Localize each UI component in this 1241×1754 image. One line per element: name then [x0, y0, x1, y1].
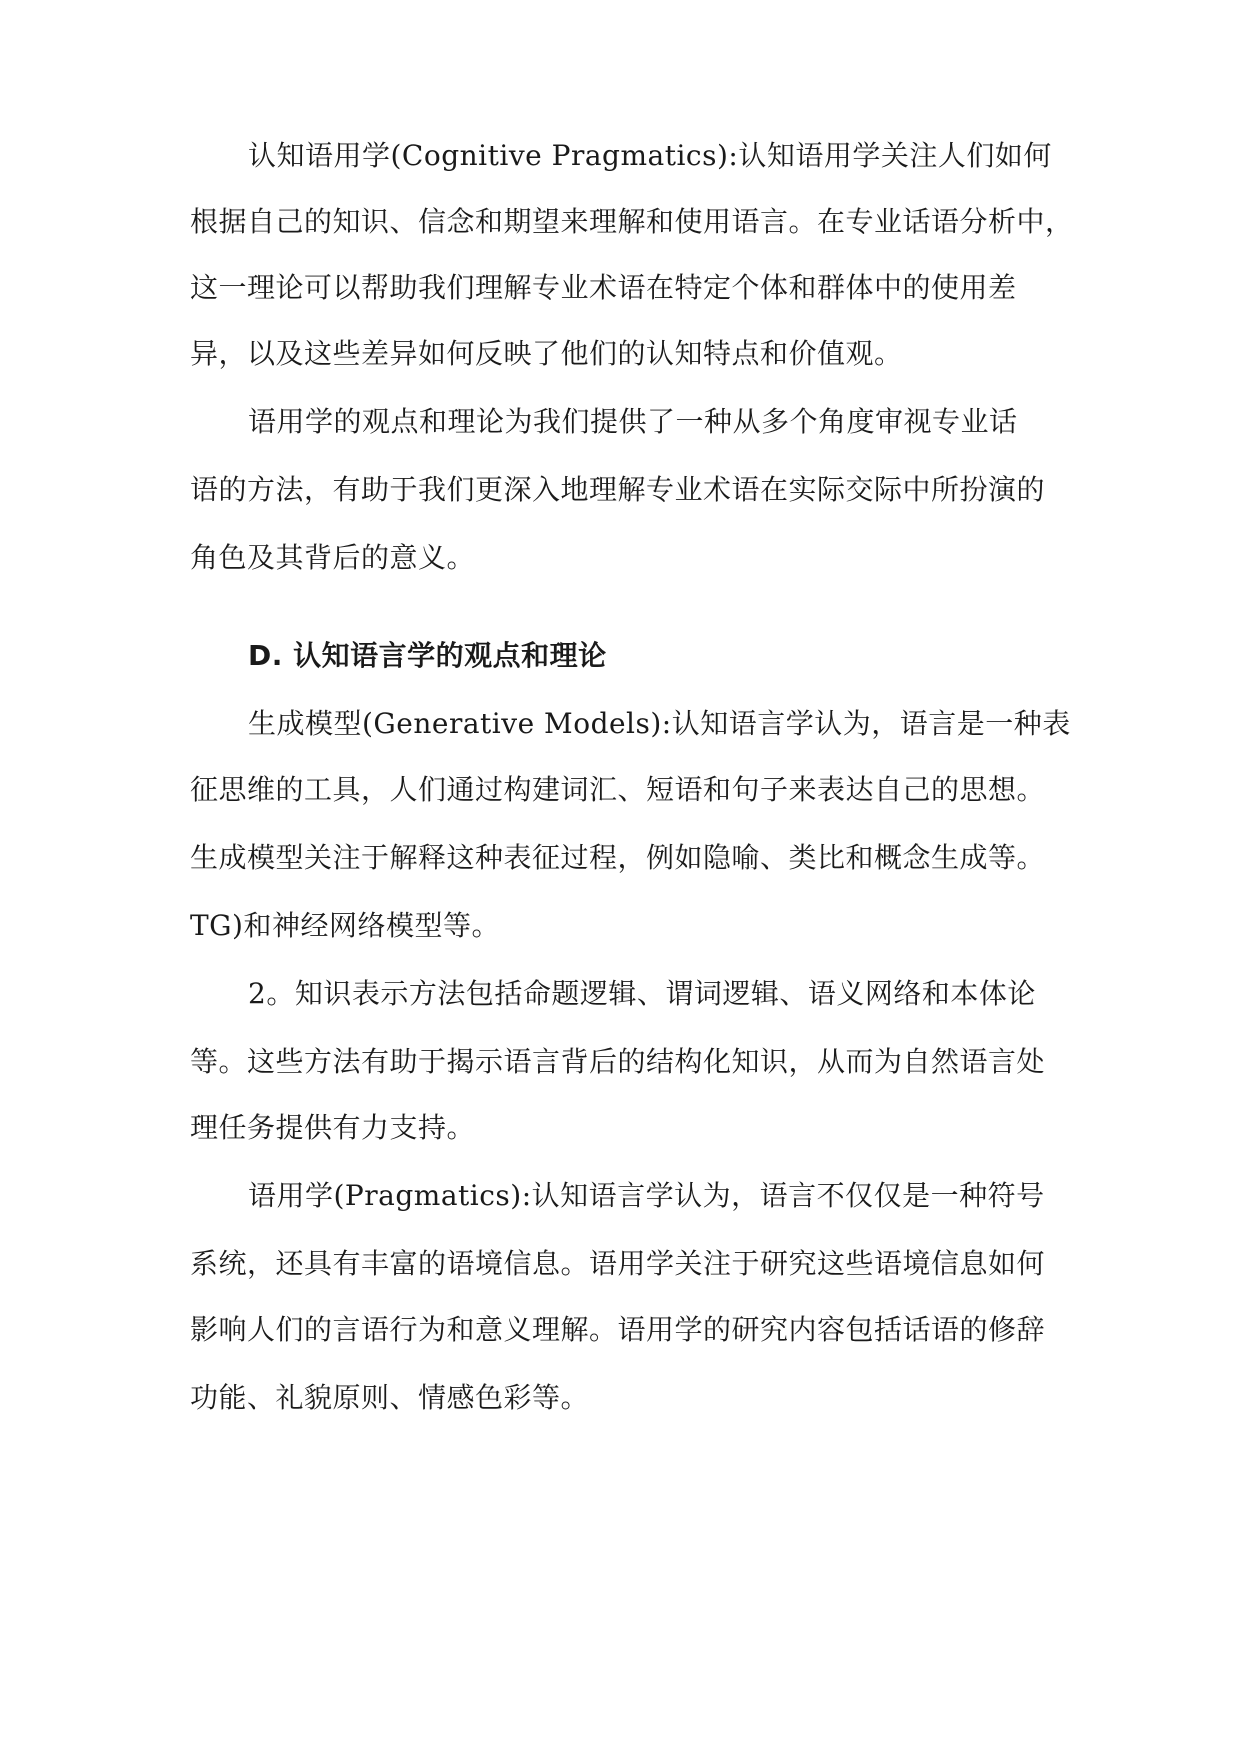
section-heading: D. 认知语言学的观点和理论: [248, 639, 607, 672]
paragraph-4-line-1: 2。知识表示方法包括命题逻辑、谓词逻辑、语义网络和本体论: [248, 977, 1036, 1010]
paragraph-5-line-4: 功能、礼貌原则、情感色彩等。: [190, 1381, 590, 1414]
paragraph-3-line-2: 征思维的工具，人们通过构建词汇、短语和句子来表达自己的思想。: [190, 773, 1046, 806]
paragraph-2-line-3: 角色及其背后的意义。: [190, 541, 476, 574]
paragraph-3-line-3: 生成模型关注于解释这种表征过程，例如隐喻、类比和概念生成等。: [190, 841, 1046, 874]
paragraph-3-line-1: 生成模型(Generative Models):认知语言学认为，语言是一种表: [248, 707, 1071, 740]
paragraph-5-line-3: 影响人们的言语行为和意义理解。语用学的研究内容包括话语的修辞: [190, 1313, 1046, 1346]
paragraph-4-line-3: 理任务提供有力支持。: [190, 1111, 476, 1144]
paragraph-3-line-4: TG)和神经网络模型等。: [190, 909, 500, 942]
paragraph-4-line-2: 等。这些方法有助于揭示语言背后的结构化知识，从而为自然语言处: [190, 1045, 1046, 1078]
paragraph-5-line-2: 系统，还具有丰富的语境信息。语用学关注于研究这些语境信息如何: [190, 1247, 1046, 1280]
paragraph-1-line-2: 根据自己的知识、信念和期望来理解和使用语言。在专业话语分析中，: [190, 205, 1074, 238]
paragraph-2-line-1: 语用学的观点和理论为我们提供了一种从多个角度审视专业话: [248, 405, 1018, 438]
paragraph-1-line-1: 认知语用学(Cognitive Pragmatics):认知语用学关注人们如何: [248, 139, 1052, 172]
paragraph-1-line-3: 这一理论可以帮助我们理解专业术语在特定个体和群体中的使用差: [190, 271, 1017, 304]
paragraph-5-line-1: 语用学(Pragmatics):认知语言学认为，语言不仅仅是一种符号: [248, 1179, 1045, 1212]
paragraph-1-line-4: 异，以及这些差异如何反映了他们的认知特点和价值观。: [190, 337, 903, 370]
paragraph-2-line-2: 语的方法，有助于我们更深入地理解专业术语在实际交际中所扮演的: [190, 473, 1046, 506]
